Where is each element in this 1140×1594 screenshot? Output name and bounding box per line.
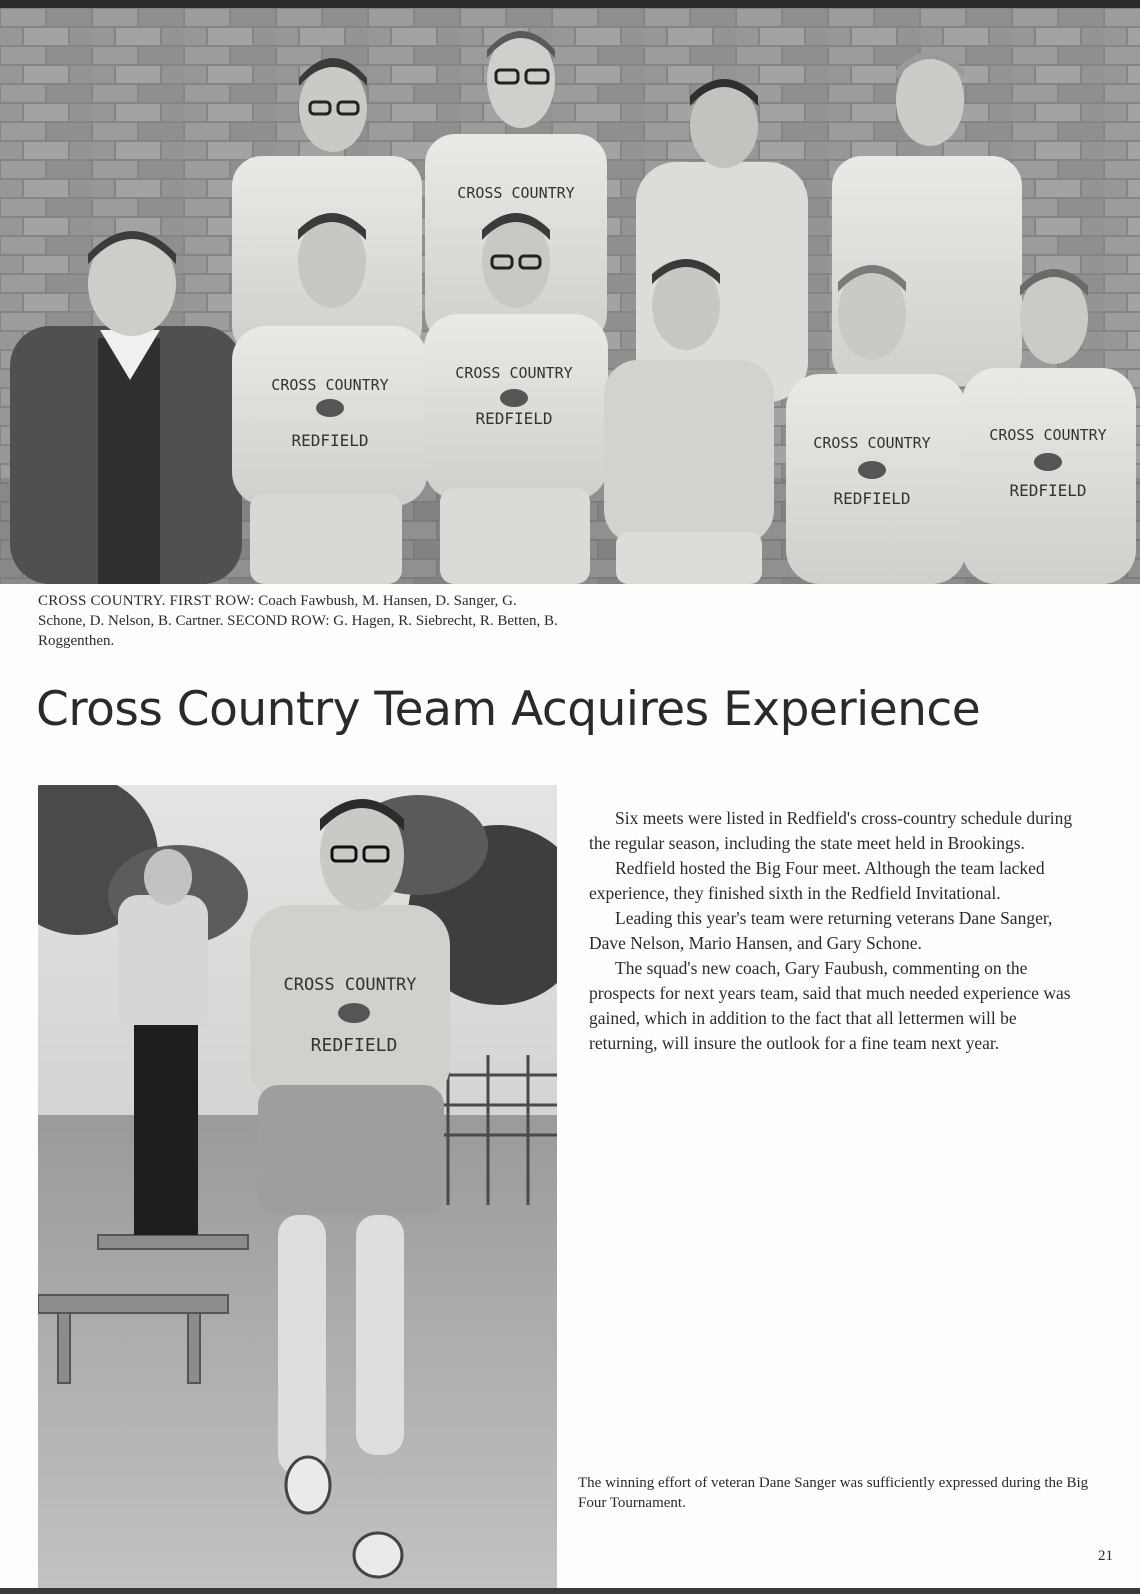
caption-names: Coach Fawbush, M. Hansen, D. Sanger, G. Schone, D. Nelson, B. Cartner. SECOND ROW: G. Hagen, R. Siebrecht, R. Betten, B. Roggenthen.	[38, 593, 558, 649]
shirt-print-bottom: REDFIELD	[833, 489, 911, 508]
bottom-border	[0, 1588, 1140, 1594]
shirt-print-top: CROSS COUNTRY	[455, 364, 573, 382]
runner-shirt-print-top: CROSS COUNTRY	[283, 975, 417, 995]
shirt-print-bottom: REDFIELD	[291, 431, 369, 450]
shirt-print-bottom: REDFIELD	[475, 409, 553, 428]
page-title: Cross Country Team Acquires Experience	[36, 682, 981, 737]
top-border	[0, 0, 1140, 8]
article-paragraph: Leading this year's team were returning veterans Dane Sanger, Dave Nelson, Mario Hansen, and Gary Schone.	[589, 908, 1053, 953]
back-shirt-print: CROSS COUNTRY	[457, 184, 575, 202]
action-photo-caption: The winning effort of veteran Dane Sanger was sufficiently expressed during the Big Four Tournament.	[578, 1475, 1089, 1511]
shirt-print-top: CROSS COUNTRY	[271, 376, 389, 394]
team-photo-caption	[38, 591, 558, 651]
shirt-print-top: CROSS COUNTRY	[989, 426, 1107, 444]
caption-lead: CROSS COUNTRY. FIRST ROW:	[38, 593, 255, 609]
page-number: 21	[1098, 1548, 1113, 1564]
shirt-print-bottom: REDFIELD	[1009, 481, 1087, 500]
runner-shirt-print-bottom: REDFIELD	[310, 1035, 398, 1056]
article-paragraph: The squad's new coach, Gary Faubush, commenting on the prospects for next years team, said that much needed experience was gained, which in addition to the fact that all lettermen will be returning, will insure the outlook for a fine team next year.	[589, 958, 1071, 1053]
shirt-print-top: CROSS COUNTRY	[813, 434, 931, 452]
team-photo	[0, 8, 1140, 584]
article-body	[589, 806, 1089, 1056]
action-photo	[38, 785, 557, 1588]
article-paragraph: Redfield hosted the Big Four meet. Although the team lacked experience, they finished sixth in the Redfield Invitational.	[589, 858, 1045, 903]
article-paragraph: Six meets were listed in Redfield's cross-country schedule during the regular season, including the state meet held in Brookings.	[589, 808, 1073, 853]
